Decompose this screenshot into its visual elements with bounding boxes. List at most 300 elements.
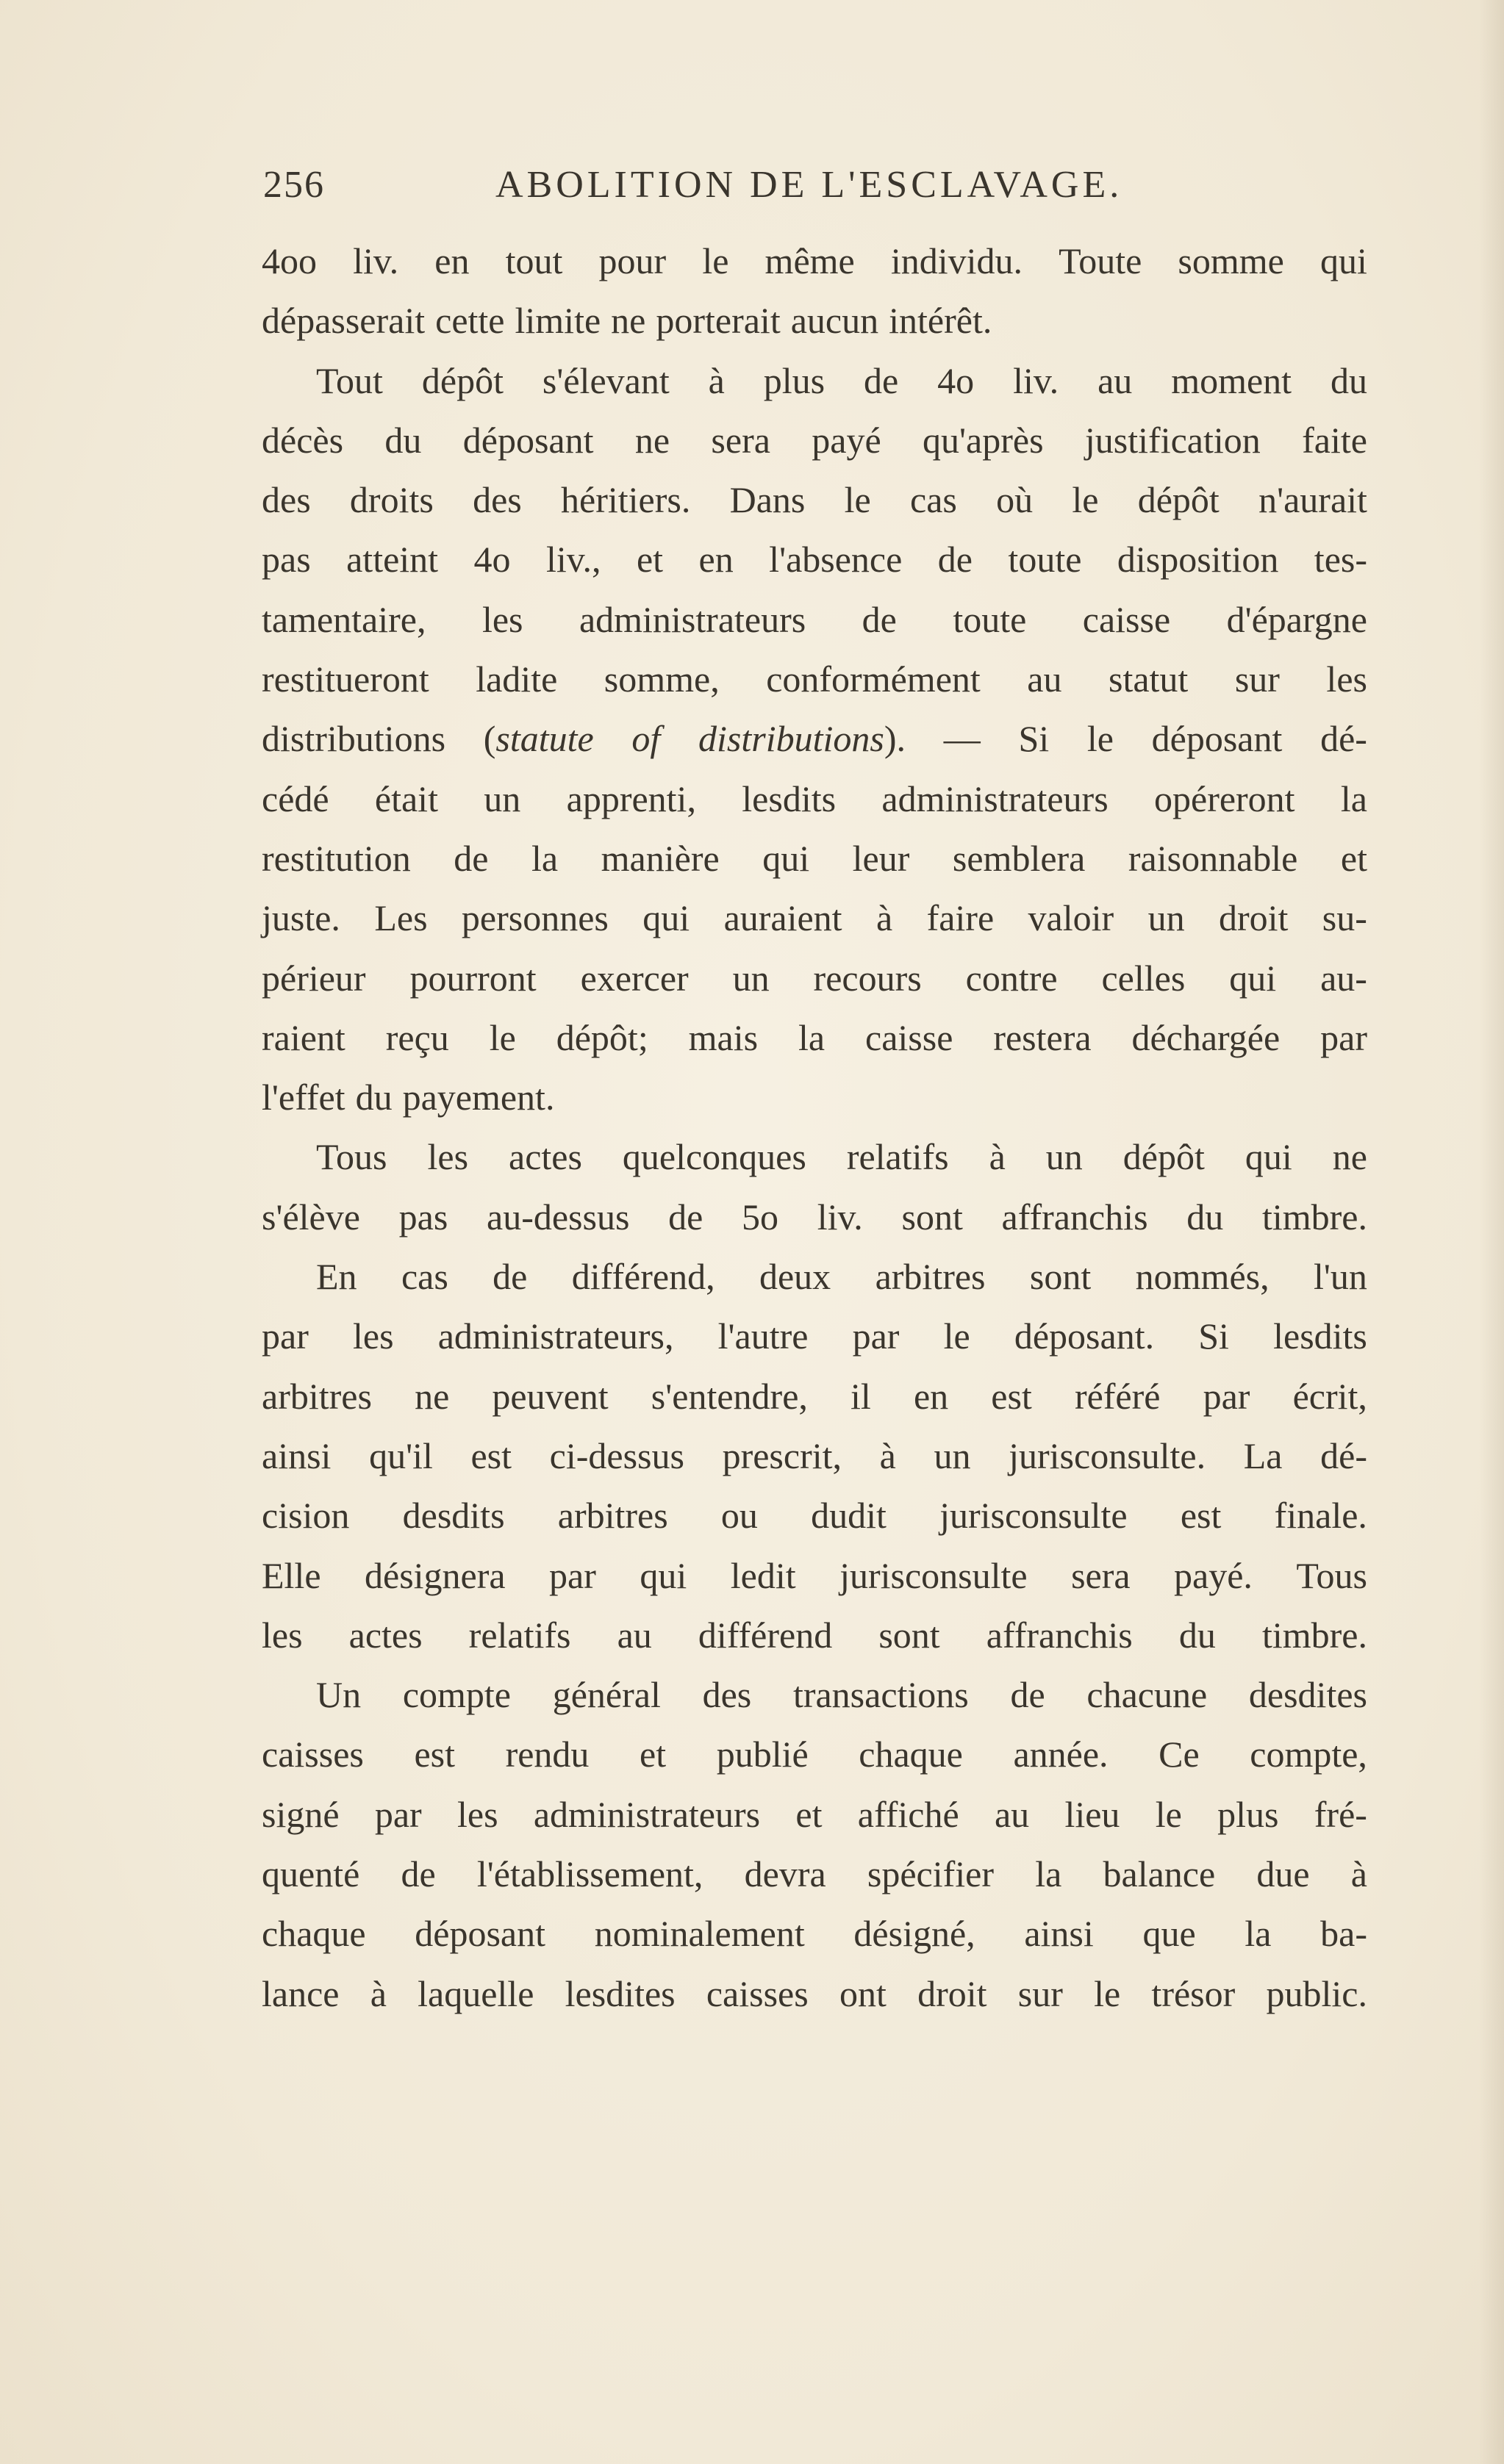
word: déposant.: [1014, 1315, 1155, 1357]
word: Toute: [1059, 240, 1142, 281]
word: les: [456, 1793, 498, 1835]
word: En: [316, 1256, 357, 1298]
word: par: [852, 1315, 900, 1357]
page-edge-shadow: [1479, 0, 1504, 2464]
word: rendu: [505, 1734, 590, 1775]
word: public.: [1266, 1972, 1367, 2014]
word: qui: [1229, 957, 1277, 999]
word: su-: [1322, 897, 1367, 939]
word: restitution: [262, 837, 411, 879]
word: moment: [1171, 359, 1292, 401]
word: sont: [901, 1196, 963, 1238]
word: statut: [1108, 658, 1189, 700]
word: (statute: [483, 718, 594, 760]
text-line: [262, 709, 1367, 769]
word: nominalement: [594, 1913, 805, 1955]
text-line: [262, 351, 1367, 411]
word: 5o: [742, 1196, 779, 1238]
word: restitueront: [262, 658, 429, 700]
word: sur: [1017, 1972, 1063, 2014]
word: trésor: [1151, 1972, 1236, 2014]
text-line: [262, 1127, 1367, 1187]
word: la: [1340, 777, 1367, 819]
word: le: [1155, 1793, 1182, 1835]
word: n'aurait: [1258, 479, 1367, 521]
word: par: [262, 1315, 309, 1357]
word: sont: [1029, 1256, 1092, 1298]
word: Si: [1198, 1315, 1229, 1357]
word: fré-: [1314, 1793, 1367, 1835]
word: qu'il: [369, 1434, 433, 1476]
word: droits: [349, 479, 434, 521]
word: transactions: [792, 1674, 969, 1716]
word: un: [484, 777, 521, 819]
word: arbitres: [875, 1256, 986, 1298]
word: —: [943, 718, 981, 760]
word: de: [937, 539, 973, 581]
word: ne: [634, 419, 670, 461]
word: dé-: [1320, 1434, 1367, 1476]
word: balance: [1103, 1853, 1216, 1895]
word: où: [996, 479, 1034, 521]
word: cision: [262, 1495, 350, 1537]
word: au-dessus: [487, 1196, 630, 1238]
word: est: [1180, 1495, 1222, 1537]
word: un: [732, 957, 770, 999]
word: personnes: [461, 897, 609, 939]
word: droit: [1218, 897, 1289, 939]
word: les: [262, 1614, 303, 1656]
word: actes: [348, 1614, 423, 1656]
word: toute: [1008, 539, 1082, 581]
word: dé-: [1320, 718, 1367, 760]
word: au: [617, 1614, 652, 1656]
word: arbitres: [262, 1375, 372, 1417]
word: desdites: [1248, 1674, 1367, 1716]
text-line: [262, 829, 1367, 888]
word: pas: [398, 1196, 448, 1238]
text-line: [262, 949, 1367, 1008]
word: liv.: [817, 1196, 863, 1238]
text-line: [262, 1367, 1367, 1426]
word: Tous: [316, 1136, 387, 1178]
word: pourront: [409, 957, 537, 999]
word: l'autre: [717, 1315, 809, 1357]
word: l'un: [1313, 1256, 1367, 1298]
word: année.: [1013, 1734, 1109, 1775]
word: apprenti,: [566, 777, 696, 819]
word: la: [798, 1016, 826, 1058]
word: du: [384, 419, 422, 461]
word: qui: [1245, 1136, 1292, 1178]
word: affranchis: [1001, 1196, 1148, 1238]
word: dépôt: [1122, 1136, 1205, 1178]
word: justification: [1084, 419, 1261, 461]
word: caisse: [1082, 598, 1171, 640]
word: sur: [1234, 658, 1280, 700]
text-line: [262, 769, 1367, 829]
word: nommés,: [1135, 1256, 1270, 1298]
word: Dans: [729, 479, 806, 521]
word: chaque: [262, 1913, 366, 1955]
text-line: [262, 411, 1367, 470]
word: qui: [640, 1554, 687, 1596]
word: l'absence: [769, 539, 903, 581]
word: opéreront: [1154, 777, 1295, 819]
word: du: [1186, 1196, 1224, 1238]
text-line: [262, 1665, 1367, 1725]
word: les: [481, 598, 523, 640]
word: qui: [642, 897, 690, 939]
word: au: [994, 1793, 1030, 1835]
word: dépôt: [1137, 479, 1220, 521]
text-line: [262, 530, 1367, 589]
word: est: [470, 1434, 512, 1476]
word: payé: [812, 419, 881, 461]
word: jurisconsulte: [939, 1495, 1128, 1537]
text-line: [262, 1486, 1367, 1545]
word: somme: [1178, 240, 1284, 281]
word: de: [454, 837, 489, 879]
word: aucun: [790, 300, 879, 342]
word: distributions).: [698, 718, 906, 760]
word: droit: [917, 1972, 987, 2014]
word: 4o: [473, 539, 511, 581]
word: auraient: [723, 897, 842, 939]
word: le: [1094, 1972, 1121, 2014]
word: à: [875, 897, 893, 939]
word: Tous: [1296, 1554, 1367, 1596]
word: restera: [993, 1016, 1092, 1058]
word: du: [355, 1077, 393, 1118]
word: qui: [762, 837, 810, 879]
word: dépôt: [421, 359, 504, 401]
word: liv.: [1013, 359, 1059, 401]
word: liv.,: [545, 539, 601, 581]
word: signé: [262, 1793, 340, 1835]
word: 4o: [937, 359, 975, 401]
word: les: [353, 1315, 394, 1357]
word: par: [374, 1793, 422, 1835]
word: déposant: [415, 1913, 545, 1955]
word: Un: [316, 1674, 362, 1716]
word: jurisconsulte: [839, 1554, 1028, 1596]
text-line: [262, 1068, 1367, 1127]
word: sera: [711, 419, 770, 461]
word: exercer: [580, 957, 689, 999]
word: cas: [910, 479, 957, 521]
word: publié: [716, 1734, 809, 1775]
word: sera: [1071, 1554, 1131, 1596]
text-line: [262, 1725, 1367, 1784]
text-line: [262, 590, 1367, 650]
word: administrateurs,: [437, 1315, 674, 1357]
word: tamentaire,: [262, 598, 426, 640]
word: tes-: [1314, 539, 1367, 581]
word: périeur: [262, 957, 366, 999]
word: désigné,: [853, 1913, 975, 1955]
word: le: [489, 1016, 516, 1058]
word: un: [934, 1434, 971, 1476]
word: par: [549, 1554, 596, 1596]
word: porterait: [656, 300, 781, 342]
word: of: [631, 718, 661, 760]
word: laquelle: [418, 1972, 534, 2014]
word: différend,: [571, 1256, 715, 1298]
text-line: [262, 1546, 1367, 1606]
word: et: [1340, 837, 1367, 879]
word: par: [1320, 1016, 1367, 1058]
word: deux: [759, 1256, 831, 1298]
word: à: [370, 1972, 387, 2014]
word: du: [1178, 1614, 1216, 1656]
word: celles: [1101, 957, 1186, 999]
word: différend: [698, 1614, 833, 1656]
word: déposant: [1151, 718, 1283, 760]
word: et: [640, 1734, 667, 1775]
word: liv.: [353, 240, 399, 281]
word: à: [1350, 1853, 1367, 1895]
word: 4oo: [262, 240, 317, 281]
word: limite: [515, 300, 601, 342]
word: des: [473, 479, 522, 521]
word: ainsi: [1024, 1913, 1094, 1955]
text-line: [262, 1964, 1367, 2024]
word: juste.: [262, 897, 340, 939]
word: et: [636, 539, 664, 581]
text-line: [262, 1904, 1367, 1964]
word: ont: [839, 1972, 887, 2014]
word: caisse: [865, 1016, 953, 1058]
word: peuvent: [492, 1375, 609, 1417]
word: dudit: [811, 1495, 887, 1537]
word: Ce: [1159, 1734, 1200, 1775]
text-line: [262, 1307, 1367, 1366]
word: La: [1243, 1434, 1283, 1476]
word: à: [989, 1136, 1006, 1178]
word: au: [1027, 658, 1062, 700]
word: à: [708, 359, 725, 401]
word: raisonnable: [1128, 837, 1298, 879]
word: Elle: [262, 1554, 321, 1596]
text-line: [262, 291, 1367, 351]
word: de: [668, 1196, 703, 1238]
word: lance: [262, 1972, 340, 2014]
word: Les: [374, 897, 428, 939]
word: le: [702, 240, 729, 281]
word: mais: [688, 1016, 759, 1058]
word: manière: [601, 837, 720, 879]
word: individu.: [890, 240, 1023, 281]
word: timbre.: [1261, 1196, 1367, 1238]
word: il: [851, 1375, 871, 1417]
word: raient: [262, 1016, 345, 1058]
word: quenté: [262, 1853, 360, 1895]
word: administrateurs: [579, 598, 806, 640]
word: cas: [401, 1256, 448, 1298]
word: même: [764, 240, 855, 281]
word: plus: [1217, 1793, 1279, 1835]
word: prescrit,: [722, 1434, 842, 1476]
word: quelconques: [622, 1136, 806, 1178]
word: de: [493, 1256, 528, 1298]
word: le: [1072, 479, 1099, 521]
word: de: [1010, 1674, 1045, 1716]
word: un: [1147, 897, 1185, 939]
word: de: [401, 1853, 436, 1895]
word: des: [262, 479, 311, 521]
word: ba-: [1320, 1913, 1367, 1955]
word: en: [434, 240, 470, 281]
word: conformément: [766, 658, 981, 700]
word: que: [1142, 1913, 1196, 1955]
word: ladite: [476, 658, 558, 700]
word: ne: [1332, 1136, 1367, 1178]
word: Tout: [316, 359, 383, 401]
word: déchargée: [1131, 1016, 1281, 1058]
word: ne: [415, 1375, 450, 1417]
word: du: [1330, 359, 1367, 401]
word: des: [702, 1674, 752, 1716]
word: référé: [1074, 1375, 1161, 1417]
word: disposition: [1117, 539, 1279, 581]
word: lesdits: [1273, 1315, 1367, 1357]
word: le: [943, 1315, 970, 1357]
word: à: [879, 1434, 896, 1476]
text-line: [262, 231, 1367, 291]
word: le: [844, 479, 871, 521]
word: l'établissement,: [476, 1853, 703, 1895]
word: ainsi: [262, 1434, 332, 1476]
word: cette: [435, 300, 505, 342]
word: ledit: [730, 1554, 796, 1596]
word: compte: [402, 1674, 511, 1716]
word: relatifs: [846, 1136, 949, 1178]
word: caisses: [262, 1734, 364, 1775]
word: recours: [813, 957, 922, 999]
word: dépôt;: [556, 1016, 648, 1058]
word: jurisconsulte.: [1009, 1434, 1206, 1476]
word: devra: [744, 1853, 826, 1895]
word: affranchis: [986, 1614, 1133, 1656]
word: somme,: [604, 658, 720, 700]
word: s'élevant: [542, 359, 670, 401]
word: faite: [1302, 419, 1367, 461]
word: ou: [720, 1495, 758, 1537]
word: lieu: [1064, 1793, 1120, 1835]
word: la: [531, 837, 559, 879]
word: pas: [262, 539, 311, 581]
word: cédé: [262, 777, 329, 819]
word: le: [1086, 718, 1114, 760]
word: déposant: [462, 419, 594, 461]
word: au-: [1320, 957, 1367, 999]
word: les: [1326, 658, 1367, 700]
word: actes: [509, 1136, 582, 1178]
word: qui: [1319, 240, 1367, 281]
word: affiché: [857, 1793, 959, 1835]
word: dépasserait: [262, 300, 426, 342]
word: par: [1203, 1375, 1250, 1417]
word: héritiers.: [561, 479, 691, 521]
word: chacune: [1086, 1674, 1208, 1716]
word: sont: [878, 1614, 940, 1656]
word: desdits: [402, 1495, 505, 1537]
word: tout: [505, 240, 563, 281]
word: due: [1256, 1853, 1310, 1895]
word: au: [1097, 359, 1133, 401]
word: qu'après: [923, 419, 1044, 461]
word: ci-dessus: [549, 1434, 684, 1476]
word: un: [1045, 1136, 1083, 1178]
word: valoir: [1028, 897, 1114, 939]
word: payé.: [1174, 1554, 1253, 1596]
word: administrateurs: [533, 1793, 761, 1835]
page-number: 256: [263, 164, 325, 206]
word: administrateurs: [881, 777, 1109, 819]
text-line: [262, 1008, 1367, 1068]
text-line: [262, 1188, 1367, 1247]
word: lesdits: [742, 777, 837, 819]
word: de: [862, 598, 897, 640]
word: atteint: [346, 539, 439, 581]
word: contre: [965, 957, 1058, 999]
body-text: [262, 231, 1367, 2024]
word: désignera: [365, 1554, 506, 1596]
word: spécifier: [867, 1853, 995, 1895]
word: compte,: [1250, 1734, 1367, 1775]
text-line: [262, 1247, 1367, 1307]
word: est: [991, 1375, 1032, 1417]
word: s'entendre,: [651, 1375, 808, 1417]
text-line: [262, 650, 1367, 709]
word: payement.: [402, 1077, 555, 1118]
word: la: [1035, 1853, 1062, 1895]
word: écrit,: [1292, 1375, 1367, 1417]
text-line: [262, 470, 1367, 530]
word: finale.: [1274, 1495, 1367, 1537]
word: leur: [852, 837, 910, 879]
text-line: [262, 888, 1367, 948]
word: et: [795, 1793, 823, 1835]
word: en: [698, 539, 734, 581]
word: lesdites: [565, 1972, 676, 2014]
word: distributions: [262, 718, 446, 760]
word: pour: [598, 240, 667, 281]
word: décès: [262, 419, 344, 461]
word: l'effet: [262, 1077, 345, 1118]
word: est: [414, 1734, 455, 1775]
word: faire: [926, 897, 995, 939]
word: caisses: [706, 1972, 809, 2014]
word: s'élève: [262, 1196, 360, 1238]
word: d'épargne: [1226, 598, 1367, 640]
text-line: [262, 1606, 1367, 1665]
text-line: [262, 1426, 1367, 1486]
text-line: [262, 1785, 1367, 1845]
text-line: [262, 1845, 1367, 1904]
word: Si: [1018, 718, 1050, 760]
word: ne: [611, 300, 646, 342]
word: de: [864, 359, 899, 401]
word: reçu: [385, 1016, 449, 1058]
word: arbitres: [557, 1495, 668, 1537]
word: plus: [763, 359, 826, 401]
word: chaque: [859, 1734, 963, 1775]
word: la: [1245, 1913, 1272, 1955]
running-header: [263, 163, 1145, 215]
word: toute: [953, 598, 1027, 640]
